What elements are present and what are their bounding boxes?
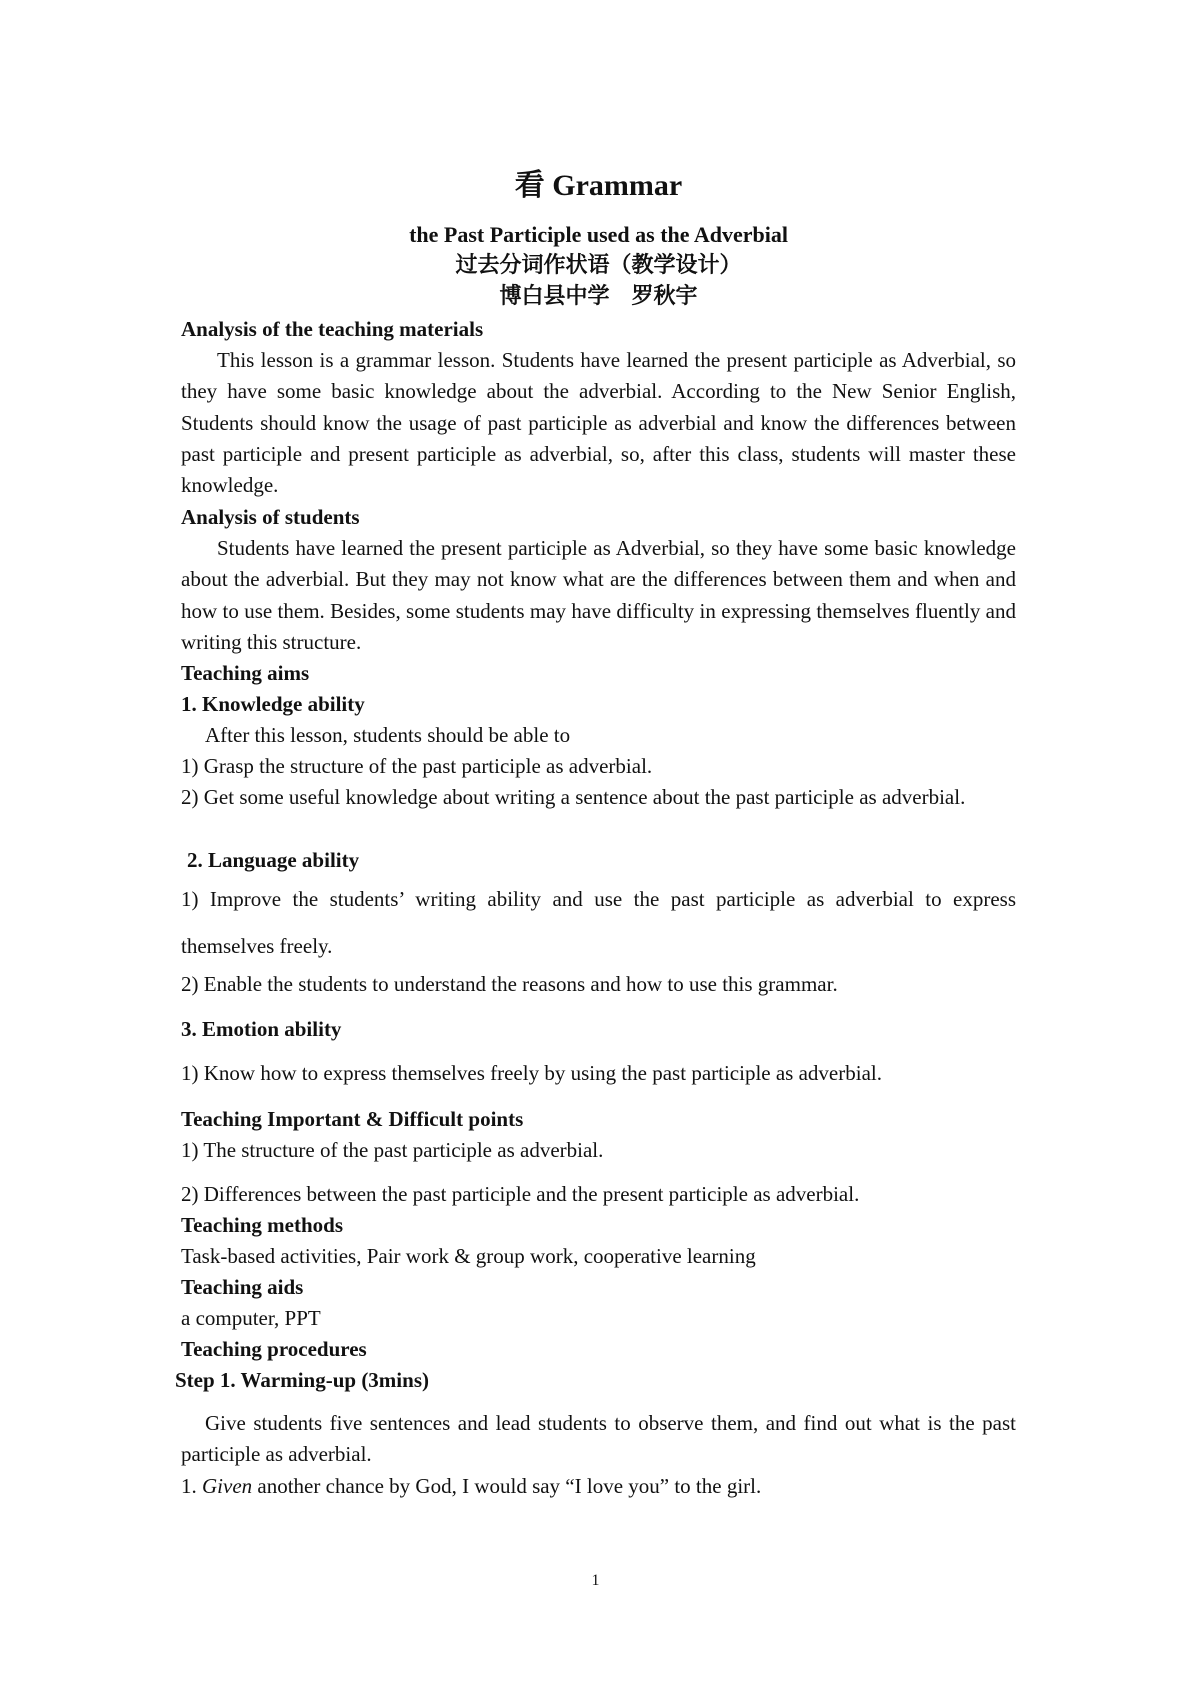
page-number: 1 [591,1572,600,1589]
paragraph-teaching-materials: This lesson is a grammar lesson. Students have learned the present participle as Adverbial, so they have some basic knowledge about the adverbial. According to the New Senior English, Students should know the usage of past participle as adverbial and know the differences between past participle and present participle as adverbial, so, after this class, students will master these knowledge. [181,348,1016,498]
example-1-rest: another chance by God, I would say “I love you” to the girl. [252,1474,762,1498]
teaching-methods-text: Task-based activities, Pair work & group work, cooperative learning [181,1244,756,1268]
emotion-item-1: 1) Know how to express themselves freely by using the past participle as adverbial. [181,1061,882,1085]
author-line: 博白县中学 罗秋宇 [499,283,698,308]
heading-teaching-materials: Analysis of the teaching materials [181,317,484,341]
language-item-2: 2) Enable the students to understand the reasons and how to use this grammar. [181,972,838,996]
language-item-1: 1) Improve the students’ writing ability and use the past participle as adverbial to express themselves freely. [181,887,1016,958]
step-1-paragraph: Give students five sentences and lead students to observe them, and find out what is the past participle as adverbial. [181,1411,1016,1467]
paragraph-students: Students have learned the present participle as Adverbial, so they have some basic knowledge about the adverbial. But they may not know what are the differences between them and when and how to use them. Besides, some students may have difficulty in expressing themselves fluently and writing this structure. [181,536,1016,654]
example-sentence-1 [181,1471,1016,1502]
subtitle: the Past Participle used as the Adverbial [409,222,788,247]
knowledge-item-2: 2) Get some useful knowledge about writing a sentence about the past participle as adverbial. [181,785,966,809]
knowledge-item-1: 1) Grasp the structure of the past participle as adverbial. [181,754,653,778]
teaching-aids-text: a computer, PPT [181,1306,321,1330]
heading-step-1: Step 1. Warming-up (3mins) [175,1368,429,1392]
heading-teaching-aims: Teaching aims [181,661,310,685]
heading-teaching-methods: Teaching methods [181,1213,344,1237]
example-1-italic-word: Given [202,1474,253,1498]
page-title: 看 Grammar [514,169,683,202]
heading-teaching-aids: Teaching aids [181,1275,304,1299]
heading-language-ability: 2. Language ability [187,848,360,872]
heading-important-points: Teaching Important & Difficult points [181,1107,524,1131]
example-1-number: 1. [181,1474,202,1498]
heading-teaching-procedures: Teaching procedures [181,1337,367,1361]
points-item-2: 2) Differences between the past participle and the present participle as adverbial. [181,1182,860,1206]
knowledge-intro: After this lesson, students should be able to [205,723,571,747]
heading-knowledge-ability: 1. Knowledge ability [181,692,365,716]
subtitle-chinese: 过去分词作状语（教学设计） [455,252,742,277]
heading-emotion-ability: 3. Emotion ability [181,1017,342,1041]
points-item-1: 1) The structure of the past participle as adverbial. [181,1138,604,1162]
heading-students: Analysis of students [181,505,360,529]
